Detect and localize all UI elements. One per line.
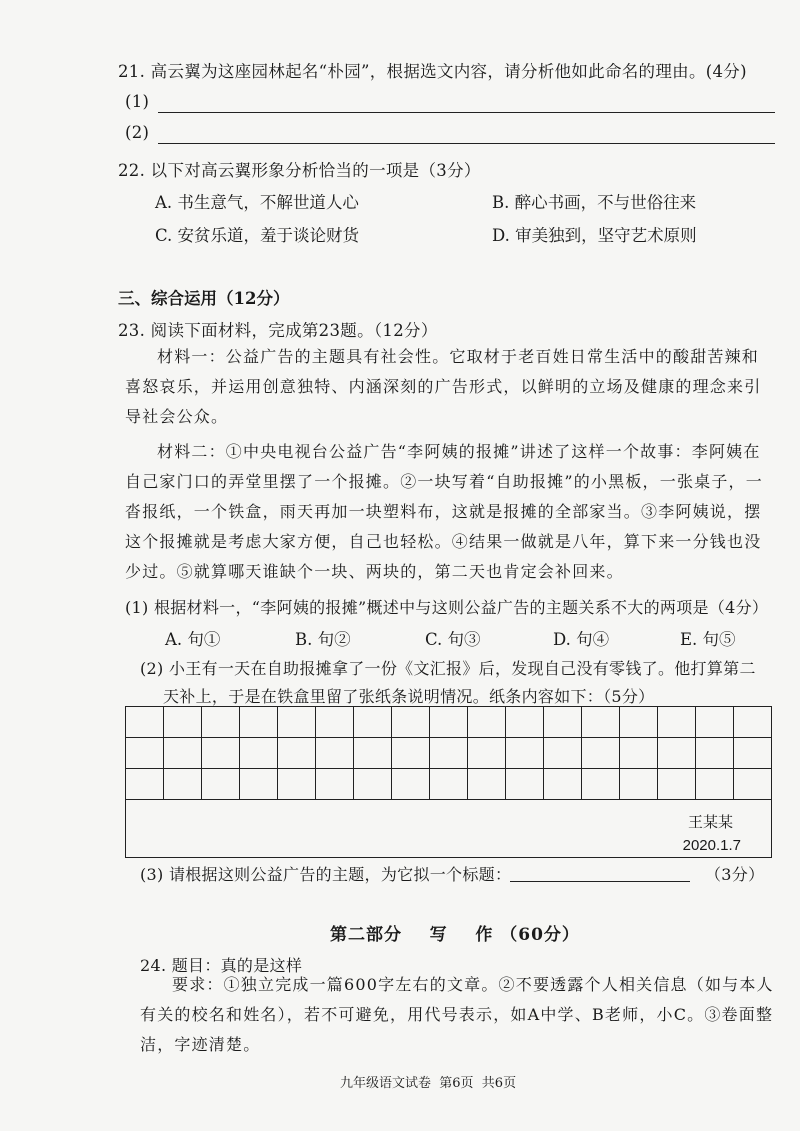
q24-requirements: 要求：①独立完成一篇600字左右的文章。②不要透露个人相关信息（如与本人有关的校名和姓名），若不可避免，用代号表示，如A中学、B老师，小C。③卷面整洁，字迹清楚。 [140, 975, 774, 1054]
part2-title: 第二部分 写 作 （60分） [330, 925, 580, 945]
q21-blank2-label: (2) [125, 123, 150, 142]
section3-title: 三、综合运用（12分） [118, 289, 290, 308]
q21-blank1-label: (1) [125, 92, 150, 111]
q21-answer-line-1[interactable] [158, 111, 775, 113]
q23-sub2-line2: 天补上，于是在铁盒里留了张纸条说明情况。纸条内容如下：（5分） [163, 687, 655, 706]
note-grid-row-1[interactable] [126, 707, 771, 738]
note-writing-grid[interactable] [125, 706, 772, 858]
q23-sub2-line1: (2) 小王有一天在自助报摊拿了一份《文汇报》后，发现自己没有零钱了。他打算第二 [140, 659, 756, 678]
q23-sub1-option-a[interactable]: A. 句① [165, 630, 221, 649]
q23-sub1-option-e[interactable]: E. 句⑤ [680, 630, 736, 649]
q21-text: 21. 高云翼为这座园林起名“朴园”，根据选文内容，请分析他如此命名的理由。(4分) [118, 62, 747, 81]
q23-sub3-points: （3分） [705, 865, 765, 884]
page-footer: 九年级语文试卷 第6页 共6页 [340, 1076, 517, 1091]
note-signature: 王某某 [687, 814, 733, 831]
q21-answer-line-2[interactable] [158, 142, 775, 144]
q22-option-b[interactable]: B. 醉心书画，不与世俗往来 [492, 193, 697, 212]
q22-option-d[interactable]: D. 审美独到，坚守艺术原则 [492, 226, 697, 245]
q22-option-a[interactable]: A. 书生意气，不解世道人心 [155, 193, 359, 212]
q22-option-c[interactable]: C. 安贫乐道，羞于谈论财货 [155, 226, 360, 245]
q23-sub1-option-d[interactable]: D. 句④ [553, 630, 610, 649]
note-grid-row-2[interactable] [126, 738, 771, 769]
q23-material2: 材料二：①中央电视台公益广告“李阿姨的报摊”讲述了这样一个故事：李阿姨在自己家门口的弄堂里摆了一个报摊。②一块写着“自助报摊”的小黑板，一张桌子，一沓报纸，一个铁盒，雨天再加一块塑料布，这就是报摊的全部家当。③李阿姨说，摆这个报摊就是考虑大家方便，自己也轻松。④结果一做就是八年，算下来一分钱也没少过。⑤就算哪天谁缺个一块、两块的，第二天也肯定会补回来。 [125, 442, 763, 581]
q23-sub1-option-c[interactable]: C. 句③ [425, 630, 481, 649]
q23-sub3-text: (3) 请根据这则公益广告的主题，为它拟一个标题： [140, 865, 512, 884]
note-grid-cells[interactable] [126, 707, 771, 801]
q23-sub1-text: (1) 根据材料一，“李阿姨的报摊”概述中与这则公益广告的主题关系不大的两项是（4分） [125, 598, 769, 617]
note-grid-row-3[interactable] [126, 769, 771, 800]
q22-text: 22. 以下对高云翼形象分析恰当的一项是（3分） [118, 161, 481, 180]
q23-material1: 材料一：公益广告的主题具有社会性。它取材于老百姓日常生活中的酸甜苦辣和喜怒哀乐，并运用创意独特、内涵深刻的广告形式，以鲜明的立场及健康的理念来引导社会公众。 [125, 347, 762, 426]
note-date: 2020.1.7 [682, 837, 741, 854]
q23-sub3-answer-line[interactable] [510, 880, 690, 882]
q23-sub1-option-b[interactable]: B. 句② [295, 630, 351, 649]
q23-text: 23. 阅读下面材料，完成第23题。（12分） [118, 321, 438, 340]
q24-title: 24. 题目：真的是这样 [140, 956, 303, 975]
